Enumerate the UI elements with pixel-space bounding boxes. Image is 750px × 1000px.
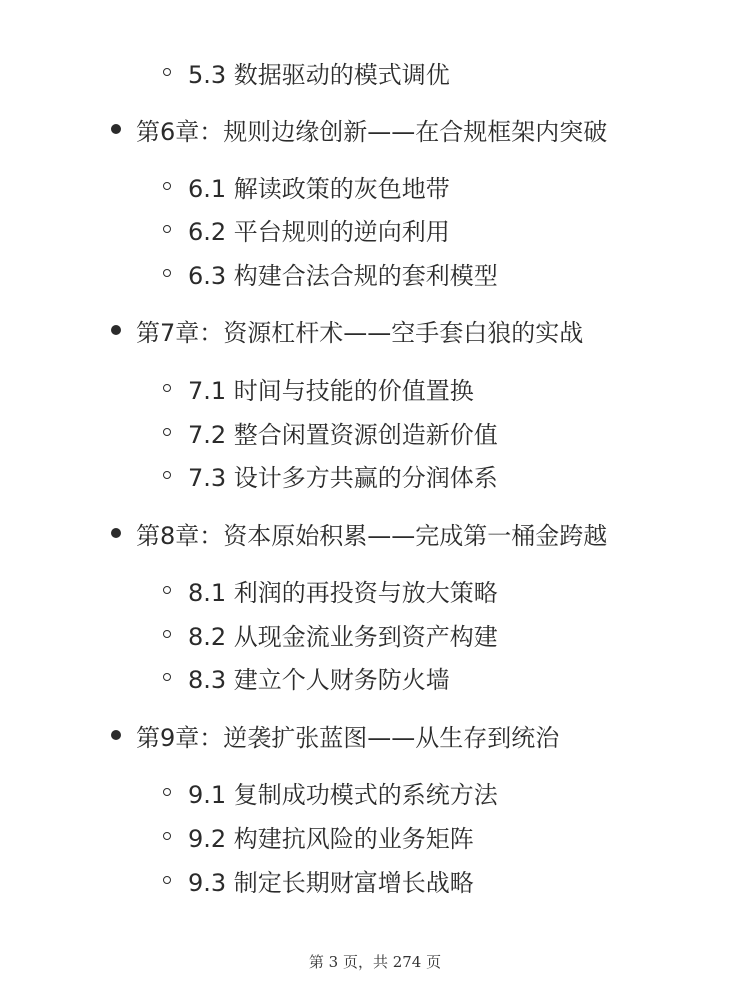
toc-section-label: 8.2 从现金流业务到资产构建 [188,622,498,651]
toc-section-9-1 [0,772,750,812]
hollow-bullet-icon [163,471,171,479]
toc-section-label: 8.3 建立个人财务防火墙 [188,665,450,694]
toc-section-8-3 [0,657,750,697]
toc-chapter-7 [0,310,750,350]
toc-section-8-1 [0,570,750,610]
hollow-bullet-icon [163,269,171,277]
toc-chapter-8 [0,513,750,553]
toc-section-label: 6.2 平台规则的逆向利用 [188,217,450,246]
toc-section-label: 6.1 解读政策的灰色地带 [188,174,450,203]
toc-section-label: 5.3 数据驱动的模式调优 [188,60,450,89]
toc-section-label: 7.2 整合闲置资源创造新价值 [188,420,498,449]
hollow-bullet-icon [163,630,171,638]
bullet-icon [111,124,121,134]
toc-section-7-1 [0,368,750,408]
toc-section-6-3 [0,253,750,293]
hollow-bullet-icon [163,586,171,594]
hollow-bullet-icon [163,876,171,884]
toc-section-7-2 [0,412,750,452]
toc-section-label: 9.1 复制成功模式的系统方法 [188,780,498,809]
toc-section-label: 7.3 设计多方共赢的分润体系 [188,463,498,492]
toc-section-6-2 [0,209,750,249]
hollow-bullet-icon [163,384,171,392]
toc-section-label: 8.1 利润的再投资与放大策略 [188,578,498,607]
hollow-bullet-icon [163,225,171,233]
toc-section-9-2 [0,816,750,856]
bullet-icon [111,528,121,538]
hollow-bullet-icon [163,68,171,76]
hollow-bullet-icon [163,673,171,681]
toc-chapter-label: 第9章：逆袭扩张蓝图——从生存到统治 [136,723,560,752]
toc-section-label: 9.2 构建抗风险的业务矩阵 [188,824,474,853]
toc-chapter-6 [0,109,750,149]
hollow-bullet-icon [163,428,171,436]
hollow-bullet-icon [163,788,171,796]
toc-section-5-3 [0,52,750,92]
page-number: 第 3 页，共 274 页 [308,953,442,971]
toc-chapter-label: 第7章：资源杠杆术——空手套白狼的实战 [136,318,584,347]
toc-section-6-1 [0,166,750,206]
bullet-icon [111,325,121,335]
toc-section-label: 6.3 构建合法合规的套利模型 [188,261,498,290]
toc-chapter-label: 第8章：资本原始积累——完成第一桶金跨越 [136,521,608,550]
toc-chapter-label: 第6章：规则边缘创新——在合规框架内突破 [136,117,608,146]
toc-section-8-2 [0,614,750,654]
toc-chapter-9 [0,715,750,755]
hollow-bullet-icon [163,182,171,190]
toc-section-label: 7.1 时间与技能的价值置换 [188,376,474,405]
hollow-bullet-icon [163,832,171,840]
toc-section-label: 9.3 制定长期财富增长战略 [188,868,474,897]
bullet-icon [111,730,121,740]
toc-section-7-3 [0,455,750,495]
toc-section-9-3 [0,860,750,900]
